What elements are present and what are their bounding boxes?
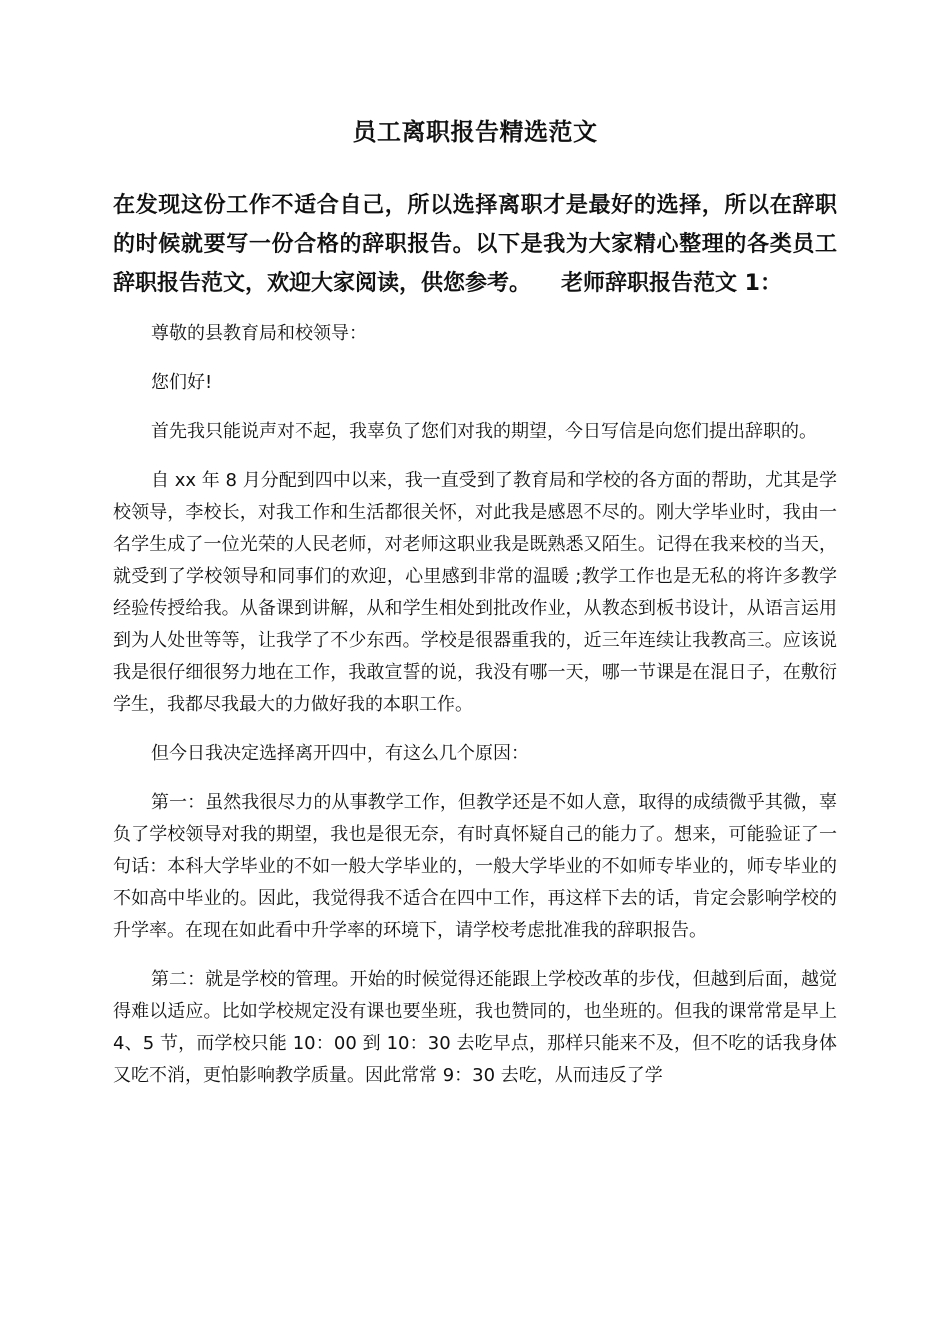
intro-subtitle: 老师辞职报告范文 1： (561, 271, 782, 296)
body-paragraph: 首先我只能说声对不起，我辜负了您们对我的期望，今日写信是向您们提出辞职的。 (151, 421, 817, 442)
body-paragraph: 第一：虽然我很尽力的从事教学工作，但教学还是不如人意，取得的成绩微乎其微，辜负了学校领导对我的期望，我也是很无奈，有时真怀疑自己的能力了。想来，可能验证了一句话：本科大学毕业的不如一般大学毕业的，一般大学毕业的不如师专毕业的，师专毕业的不如高中毕业的。因此，我觉得我不适合在四中工作，再这样下去的话，肯定会影响学校的升学率。在现在如此看中升学率的环境下，请学校考虑批准我的辞职报告。 (113, 792, 837, 941)
greeting: 您们好! (151, 372, 213, 393)
document-title: 员工离职报告精选范文 (352, 118, 598, 146)
salutation: 尊敬的县教育局和校领导： (151, 323, 367, 344)
body-paragraph: 第二：就是学校的管理。开始的时候觉得还能跟上学校改革的步伐，但越到后面，越觉得难以适应。比如学校规定没有课也要坐班，我也赞同的，也坐班的。但我的课常常是早上 4、5 节，而学校只能 10：00 到 10：30 去吃早点，那样只能来不及，但不吃的话我身体又吃不消，更怕影响教学质量。因此常常 9：30 去吃，从而违反了学 (113, 969, 837, 1086)
body-paragraph: 但今日我决定选择离开四中，有这么几个原因： (151, 743, 529, 764)
intro-text: 在发现这份工作不适合自己，所以选择离职才是最好的选择，所以在辞职的时候就要写一份合格的辞职报告。以下是我为大家精心整理的各类员工辞职报告范文，欢迎大家阅读，供您参考。 (113, 193, 837, 296)
body-paragraph: 自 xx 年 8 月分配到四中以来，我一直受到了教育局和学校的各方面的帮助，尤其是学校领导，李校长，对我工作和生活都很关怀，对此我是感恩不尽的。刚大学毕业时，我由一名学生成了一位光荣的人民老师，对老师这职业我是既熟悉又陌生。记得在我来校的当天，就受到了学校领导和同事们的欢迎，心里感到非常的温暖 ;教学工作也是无私的将许多教学经验传授给我。从备课到讲解，从和学生相处到批改作业，从教态到板书设计，从语言运用到为人处世等等，让我学了不少东西。学校是很器重我的，近三年连续让我教高三。应该说我是很仔细很努力地在工作，我敢宣誓的说，我没有哪一天，哪一节课是在混日子，在敷衍学生，我都尽我最大的力做好我的本职工作。 (113, 470, 837, 715)
intro-paragraph (113, 186, 837, 303)
document-body (113, 318, 837, 1109)
